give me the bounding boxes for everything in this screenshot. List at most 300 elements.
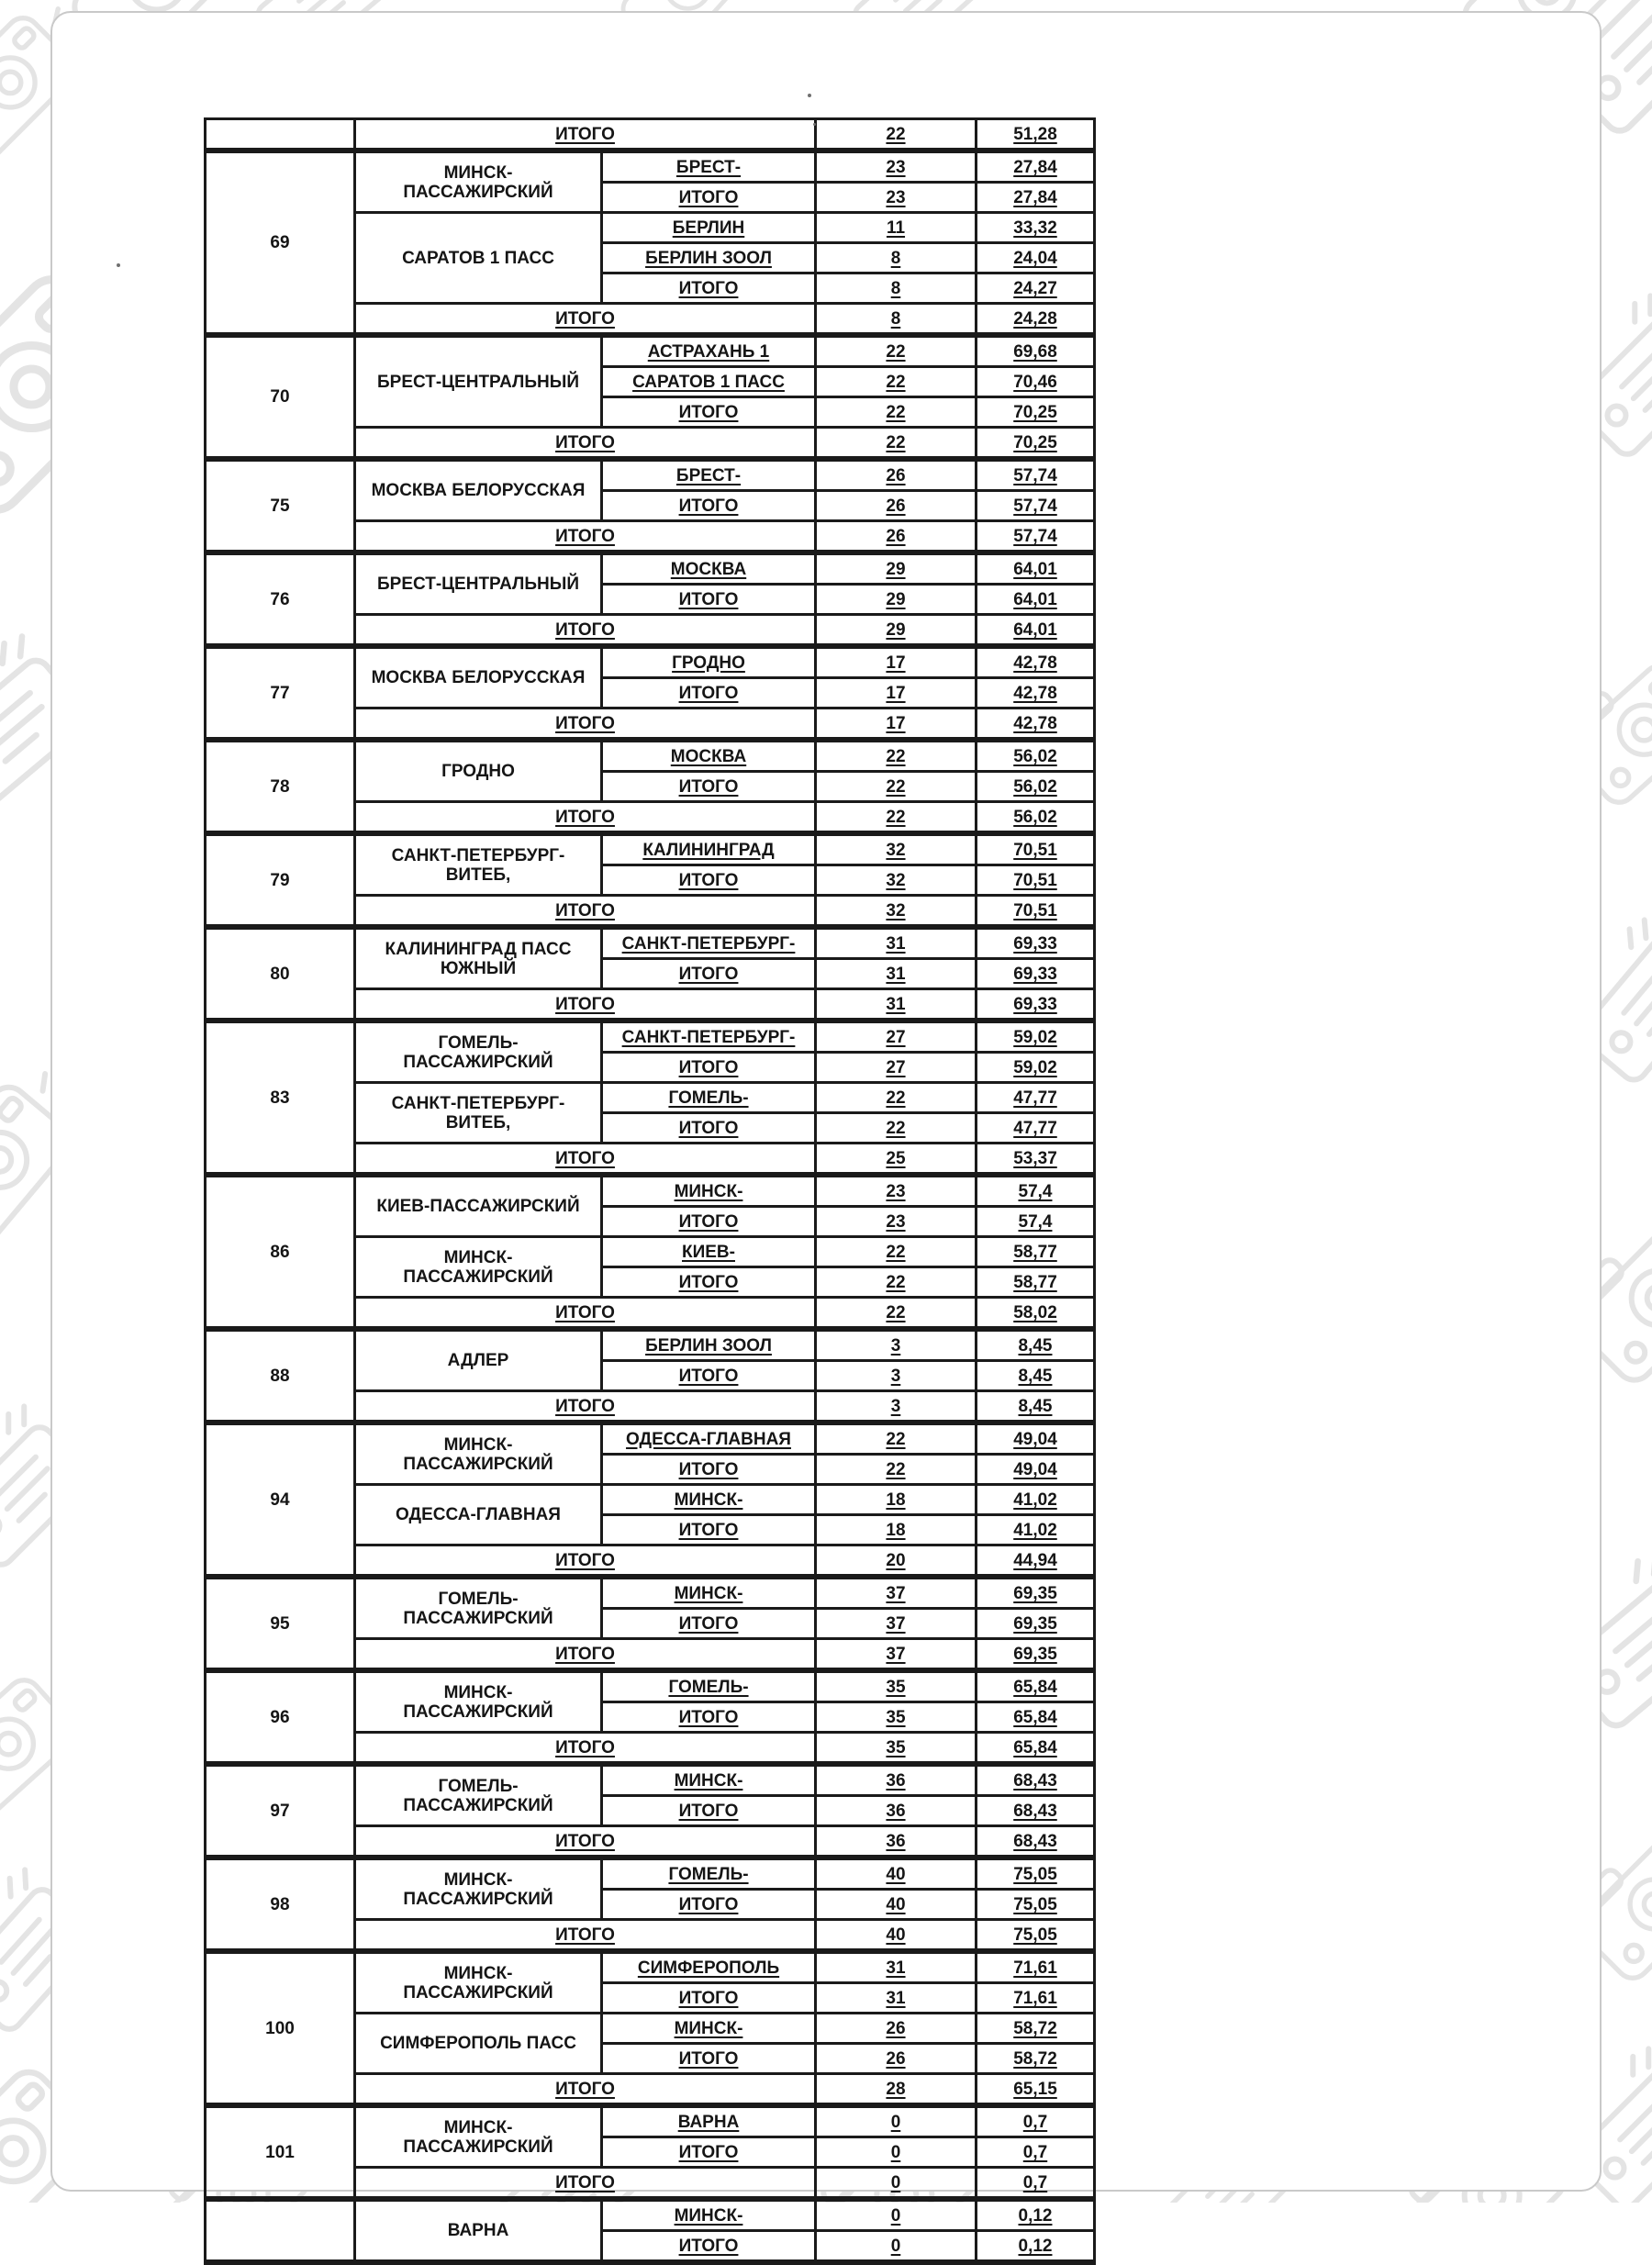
destination-station-text: ИТОГО bbox=[678, 1459, 739, 1479]
percent-text: 41,02 bbox=[1013, 1490, 1057, 1510]
trips-count-text: 22 bbox=[886, 1088, 906, 1108]
table-row bbox=[206, 335, 1095, 367]
destination-station-text: МИНСК- bbox=[674, 2018, 743, 2038]
destination-station-cell bbox=[602, 865, 816, 896]
destination-station-cell bbox=[602, 1329, 816, 1361]
block-total-count-text: 0 bbox=[890, 2172, 901, 2192]
trips-count-text: 40 bbox=[886, 1864, 906, 1884]
block-total-count-cell bbox=[816, 615, 977, 647]
block-total-percent-cell bbox=[977, 119, 1095, 151]
percent-text: 70,51 bbox=[1013, 840, 1057, 860]
percent-text: 69,33 bbox=[1013, 933, 1057, 954]
block-total-percent-cell bbox=[977, 2168, 1095, 2200]
destination-station-cell bbox=[602, 2199, 816, 2231]
trips-count-cell bbox=[816, 1983, 977, 2014]
block-total-percent-cell bbox=[977, 1391, 1095, 1423]
percent-text: 57,4 bbox=[1018, 1211, 1053, 1232]
train-number-cell: 95 bbox=[206, 1577, 355, 1670]
percent-cell bbox=[977, 1361, 1095, 1391]
destination-station-cell bbox=[602, 1890, 816, 1920]
destination-station-cell bbox=[602, 491, 816, 521]
origin-station-line: КИЕВ-ПАССАЖИРСКИЙ bbox=[376, 1197, 580, 1216]
trips-count-text: 26 bbox=[886, 496, 906, 516]
percent-cell bbox=[977, 1053, 1095, 1083]
origin-station-line: ВИТЕБ, bbox=[445, 1112, 511, 1132]
block-total-label-cell bbox=[355, 615, 816, 647]
block-total-percent-cell bbox=[977, 1920, 1095, 1952]
origin-station-line: ПАССАЖИРСКИЙ bbox=[403, 1608, 553, 1628]
train-number-cell: 76 bbox=[206, 552, 355, 646]
destination-station-cell bbox=[602, 585, 816, 615]
destination-station-text: МИНСК- bbox=[674, 1583, 743, 1603]
destination-station-text: КИЕВ- bbox=[682, 1242, 735, 1262]
trips-count-text: 0 bbox=[890, 2236, 901, 2256]
block-total-count-text: 29 bbox=[886, 619, 906, 640]
origin-station-cell bbox=[355, 1423, 602, 1485]
percent-text: 69,35 bbox=[1013, 1583, 1057, 1603]
origin-station-cell bbox=[355, 151, 602, 213]
percent-cell bbox=[977, 1267, 1095, 1298]
trips-count-cell bbox=[816, 335, 977, 367]
table-row bbox=[206, 1329, 1095, 1361]
trips-count-cell bbox=[816, 1021, 977, 1053]
block-total-label-cell bbox=[355, 1391, 816, 1423]
block-total-label: ИТОГО bbox=[555, 619, 615, 640]
block-total-count-text: 22 bbox=[886, 124, 906, 144]
block-total-percent-cell bbox=[977, 1639, 1095, 1671]
trips-count-text: 29 bbox=[886, 589, 906, 609]
train-number-cell: 78 bbox=[206, 740, 355, 833]
destination-station-text: ИТОГО bbox=[678, 1366, 739, 1386]
origin-station-cell bbox=[355, 2014, 602, 2074]
block-total-label-cell bbox=[355, 989, 816, 1021]
destination-station-cell bbox=[602, 367, 816, 397]
block-total-count-text: 37 bbox=[886, 1644, 906, 1664]
percent-text: 47,77 bbox=[1013, 1088, 1057, 1108]
block-total-count-text: 22 bbox=[886, 432, 906, 452]
destination-station-text: ИТОГО bbox=[678, 1894, 739, 1914]
destination-station-cell bbox=[602, 552, 816, 585]
block-total-count-text: 22 bbox=[886, 807, 906, 827]
percent-cell bbox=[977, 2044, 1095, 2074]
trips-count-text: 35 bbox=[886, 1677, 906, 1697]
block-total-label: ИТОГО bbox=[555, 1148, 615, 1168]
trips-count-text: 11 bbox=[886, 218, 906, 238]
train-number-cell: 77 bbox=[206, 646, 355, 740]
block-total-count-cell bbox=[816, 1545, 977, 1578]
origin-station-line: МИНСК- bbox=[443, 2117, 513, 2137]
destination-station-text: ГРОДНО bbox=[672, 653, 745, 673]
origin-station-cell bbox=[355, 1858, 602, 1920]
trips-count-text: 31 bbox=[886, 1958, 906, 1978]
trips-count-text: 22 bbox=[886, 1272, 906, 1292]
block-total-count-cell bbox=[816, 428, 977, 460]
block-total-label-cell bbox=[355, 304, 816, 336]
block-total-percent-text: 42,78 bbox=[1013, 713, 1057, 733]
trips-count-cell bbox=[816, 1053, 977, 1083]
table-row bbox=[206, 833, 1095, 865]
trips-count-cell bbox=[816, 1702, 977, 1733]
origin-station-cell bbox=[355, 1764, 602, 1826]
destination-station-text: ИТОГО bbox=[678, 870, 739, 890]
trips-count-text: 22 bbox=[886, 402, 906, 422]
scan-speck bbox=[808, 94, 811, 97]
percent-cell bbox=[977, 678, 1095, 709]
destination-station-cell bbox=[602, 1702, 816, 1733]
percent-text: 56,02 bbox=[1013, 746, 1057, 766]
percent-text: 8,45 bbox=[1018, 1335, 1053, 1356]
trips-count-text: 26 bbox=[886, 2048, 906, 2069]
trips-count-cell bbox=[816, 2231, 977, 2263]
destination-station-text: ИТОГО bbox=[678, 589, 739, 609]
destination-station-cell bbox=[602, 1455, 816, 1485]
trips-count-cell bbox=[816, 772, 977, 802]
origin-station-cell bbox=[355, 1083, 602, 1144]
percent-cell bbox=[977, 1764, 1095, 1796]
block-total-count-cell bbox=[816, 304, 977, 336]
destination-station-text: МОСКВА bbox=[670, 559, 747, 579]
percent-cell bbox=[977, 243, 1095, 273]
percent-cell bbox=[977, 1237, 1095, 1267]
origin-station-line: БРЕСТ-ЦЕНТРАЛЬНЫЙ bbox=[377, 372, 579, 392]
train-number-cell: 86 bbox=[206, 1175, 355, 1329]
destination-station-cell bbox=[602, 397, 816, 428]
percent-cell bbox=[977, 397, 1095, 428]
destination-station-cell bbox=[602, 1021, 816, 1053]
destination-station-cell bbox=[602, 678, 816, 709]
trips-count-cell bbox=[816, 459, 977, 491]
percent-text: 70,46 bbox=[1013, 372, 1057, 392]
block-total-percent-text: 57,74 bbox=[1013, 526, 1057, 546]
origin-station-cell bbox=[355, 740, 602, 802]
origin-station-cell bbox=[355, 1951, 602, 2014]
destination-station-text: ОДЕССА-ГЛАВНАЯ bbox=[626, 1429, 791, 1449]
destination-station-cell bbox=[602, 1951, 816, 1983]
trips-count-text: 36 bbox=[886, 1770, 906, 1791]
destination-station-text: ИТОГО bbox=[678, 2048, 739, 2069]
destination-station-cell bbox=[602, 2044, 816, 2074]
destination-station-text: АСТРАХАНЬ 1 bbox=[647, 341, 770, 362]
trips-count-text: 27 bbox=[886, 1027, 906, 1047]
trips-count-text: 37 bbox=[886, 1613, 906, 1634]
block-total-percent-cell bbox=[977, 428, 1095, 460]
percent-text: 41,02 bbox=[1013, 1520, 1057, 1540]
trips-count-text: 22 bbox=[886, 1429, 906, 1449]
trips-count-cell bbox=[816, 1670, 977, 1702]
table-row bbox=[206, 459, 1095, 491]
percent-text: 70,25 bbox=[1013, 402, 1057, 422]
trips-count-cell bbox=[816, 367, 977, 397]
block-total-count-cell bbox=[816, 1639, 977, 1671]
percent-cell bbox=[977, 459, 1095, 491]
percent-text: 58,77 bbox=[1013, 1272, 1057, 1292]
block-total-percent-text: 56,02 bbox=[1013, 807, 1057, 827]
destination-station-cell bbox=[602, 1764, 816, 1796]
block-total-percent-text: 68,43 bbox=[1013, 1831, 1057, 1851]
percent-text: 24,27 bbox=[1013, 278, 1057, 298]
destination-station-text: БЕРЛИН ЗООЛ bbox=[645, 1335, 772, 1356]
block-total-count-cell bbox=[816, 2074, 977, 2106]
percent-cell bbox=[977, 1423, 1095, 1455]
destination-station-cell bbox=[602, 959, 816, 989]
destination-station-text: ГОМЕЛЬ- bbox=[668, 1864, 749, 1884]
percent-text: 71,61 bbox=[1013, 1988, 1057, 2008]
destination-station-cell bbox=[602, 927, 816, 959]
document-page bbox=[50, 11, 1602, 2256]
table-row bbox=[206, 1175, 1095, 1207]
trips-count-cell bbox=[816, 1175, 977, 1207]
origin-station-line: ЮЖНЫЙ bbox=[440, 958, 517, 978]
percent-text: 27,84 bbox=[1013, 157, 1057, 177]
block-total-percent-cell bbox=[977, 2074, 1095, 2106]
trips-count-text: 32 bbox=[886, 870, 906, 890]
percent-cell bbox=[977, 1796, 1095, 1826]
trips-count-text: 40 bbox=[886, 1894, 906, 1914]
origin-station-cell bbox=[355, 1021, 602, 1083]
trips-count-cell bbox=[816, 1237, 977, 1267]
train-number-cell: 83 bbox=[206, 1021, 355, 1175]
trips-count-cell bbox=[816, 1267, 977, 1298]
trips-count-cell bbox=[816, 585, 977, 615]
percent-text: 59,02 bbox=[1013, 1057, 1057, 1077]
percent-cell bbox=[977, 865, 1095, 896]
train-number-cell: 94 bbox=[206, 1423, 355, 1577]
destination-station-text: ИТОГО bbox=[678, 964, 739, 984]
origin-station-line: МОСКВА БЕЛОРУССКАЯ bbox=[371, 668, 586, 687]
destination-station-text: КАЛИНИНГРАД bbox=[642, 840, 775, 860]
block-total-count-cell bbox=[816, 521, 977, 553]
trips-count-cell bbox=[816, 1890, 977, 1920]
train-number-cell: 96 bbox=[206, 1670, 355, 1764]
table-row bbox=[206, 646, 1095, 678]
percent-text: 47,77 bbox=[1013, 1118, 1057, 1138]
block-total-label-cell bbox=[355, 1545, 816, 1578]
trips-count-text: 22 bbox=[886, 1459, 906, 1479]
block-total-percent-text: 24,28 bbox=[1013, 308, 1057, 329]
block-total-count-text: 35 bbox=[886, 1737, 906, 1757]
block-total-label-cell bbox=[355, 428, 816, 460]
block-total-label: ИТОГО bbox=[555, 807, 615, 827]
block-total-count-text: 3 bbox=[890, 1396, 901, 1416]
trips-count-text: 26 bbox=[886, 465, 906, 485]
destination-station-text: МИНСК- bbox=[674, 1770, 743, 1791]
trips-count-text: 22 bbox=[886, 372, 906, 392]
destination-station-cell bbox=[602, 213, 816, 243]
block-total-percent-text: 8,45 bbox=[1018, 1396, 1053, 1416]
percent-text: 42,78 bbox=[1013, 683, 1057, 703]
block-total-label-cell bbox=[355, 1639, 816, 1671]
trips-count-text: 26 bbox=[886, 2018, 906, 2038]
percent-cell bbox=[977, 646, 1095, 678]
table-row bbox=[206, 119, 1095, 151]
block-total-label: ИТОГО bbox=[555, 1550, 615, 1570]
percent-cell bbox=[977, 772, 1095, 802]
percent-cell bbox=[977, 833, 1095, 865]
table-row bbox=[206, 1423, 1095, 1455]
percent-text: 57,74 bbox=[1013, 465, 1057, 485]
block-total-percent-cell bbox=[977, 1826, 1095, 1858]
trips-count-cell bbox=[816, 1515, 977, 1545]
destination-station-cell bbox=[602, 459, 816, 491]
origin-station-line: ГОМЕЛЬ- bbox=[438, 1589, 519, 1609]
origin-station-cell bbox=[355, 335, 602, 428]
percent-cell bbox=[977, 1207, 1095, 1237]
origin-station-line: МИНСК- bbox=[443, 1247, 513, 1267]
scan-speck bbox=[117, 263, 120, 267]
percent-text: 33,32 bbox=[1013, 218, 1057, 238]
origin-station-cell bbox=[355, 927, 602, 989]
block-total-label: ИТОГО bbox=[555, 124, 615, 144]
block-total-percent-text: 53,37 bbox=[1013, 1148, 1057, 1168]
destination-station-text: БРЕСТ- bbox=[675, 465, 742, 485]
trips-count-cell bbox=[816, 1764, 977, 1796]
trips-count-cell bbox=[816, 1609, 977, 1639]
destination-station-text: ИТОГО bbox=[678, 2236, 739, 2256]
trips-count-text: 0 bbox=[890, 2112, 901, 2132]
origin-station-line: ПАССАЖИРСКИЙ bbox=[403, 1982, 553, 2003]
train-number-cell: 100 bbox=[206, 1951, 355, 2105]
destination-station-text: ИТОГО bbox=[678, 2142, 739, 2162]
block-total-label-cell bbox=[355, 119, 816, 151]
destination-station-cell bbox=[602, 1175, 816, 1207]
percent-text: 58,72 bbox=[1013, 2048, 1057, 2069]
percent-cell bbox=[977, 959, 1095, 989]
destination-station-cell bbox=[602, 273, 816, 304]
table-row bbox=[206, 1858, 1095, 1890]
block-total-label: ИТОГО bbox=[555, 1925, 615, 1945]
trips-count-text: 0 bbox=[890, 2142, 901, 2162]
trips-count-cell bbox=[816, 646, 977, 678]
percent-text: 8,45 bbox=[1018, 1366, 1053, 1386]
table-row bbox=[206, 927, 1095, 959]
origin-station-cell bbox=[355, 1577, 602, 1639]
destination-station-text: МИНСК- bbox=[674, 2205, 743, 2226]
percent-text: 69,68 bbox=[1013, 341, 1057, 362]
scan-speck bbox=[813, 123, 816, 126]
origin-station-line: БРЕСТ-ЦЕНТРАЛЬНЫЙ bbox=[377, 575, 579, 594]
destination-station-cell bbox=[602, 1053, 816, 1083]
table-row bbox=[206, 552, 1095, 585]
block-total-percent-cell bbox=[977, 896, 1095, 928]
train-number-cell: 75 bbox=[206, 459, 355, 552]
trips-count-text: 17 bbox=[886, 683, 906, 703]
percent-text: 68,43 bbox=[1013, 1770, 1057, 1791]
trips-count-text: 29 bbox=[886, 559, 906, 579]
percent-cell bbox=[977, 1329, 1095, 1361]
block-total-percent-cell bbox=[977, 521, 1095, 553]
block-total-percent-cell bbox=[977, 304, 1095, 336]
origin-station-line: ПАССАЖИРСКИЙ bbox=[403, 1454, 553, 1474]
block-total-count-cell bbox=[816, 1733, 977, 1765]
trips-count-cell bbox=[816, 273, 977, 304]
origin-station-line: ГОМЕЛЬ- bbox=[438, 1776, 519, 1796]
percent-cell bbox=[977, 1983, 1095, 2014]
block-total-percent-cell bbox=[977, 989, 1095, 1021]
trips-count-cell bbox=[816, 151, 977, 183]
trips-count-cell bbox=[816, 397, 977, 428]
destination-station-cell bbox=[602, 243, 816, 273]
block-total-label: ИТОГО bbox=[555, 994, 615, 1014]
trips-count-cell bbox=[816, 552, 977, 585]
destination-station-text: САНКТ-ПЕТЕРБУРГ- bbox=[621, 933, 796, 954]
train-number-cell bbox=[206, 2199, 355, 2262]
table-row bbox=[206, 1021, 1095, 1053]
destination-station-text: ИТОГО bbox=[678, 1211, 739, 1232]
percent-cell bbox=[977, 1670, 1095, 1702]
percent-text: 0,12 bbox=[1018, 2205, 1053, 2226]
origin-station-line: МОСКВА БЕЛОРУССКАЯ bbox=[371, 481, 586, 500]
destination-station-cell bbox=[602, 1485, 816, 1515]
origin-station-line: ГРОДНО bbox=[441, 762, 515, 781]
train-number-cell: 101 bbox=[206, 2105, 355, 2199]
percent-cell bbox=[977, 2105, 1095, 2137]
block-total-label-cell bbox=[355, 2168, 816, 2200]
block-total-percent-text: 0,7 bbox=[1022, 2172, 1048, 2192]
destination-station-cell bbox=[602, 1113, 816, 1144]
report-table bbox=[204, 117, 1096, 2265]
block-total-label-cell bbox=[355, 1733, 816, 1765]
block-total-count-text: 25 bbox=[886, 1148, 906, 1168]
percent-cell bbox=[977, 1113, 1095, 1144]
trips-count-cell bbox=[816, 959, 977, 989]
destination-station-cell bbox=[602, 151, 816, 183]
destination-station-cell bbox=[602, 1609, 816, 1639]
origin-station-cell bbox=[355, 1329, 602, 1391]
origin-station-line: САРАТОВ 1 ПАСС bbox=[402, 248, 554, 268]
trips-count-text: 32 bbox=[886, 840, 906, 860]
block-total-percent-text: 69,35 bbox=[1013, 1644, 1057, 1664]
block-total-label-cell bbox=[355, 1144, 816, 1176]
percent-cell bbox=[977, 1577, 1095, 1609]
origin-station-line: ВИТЕБ, bbox=[445, 865, 511, 885]
trips-count-text: 8 bbox=[890, 278, 901, 298]
trips-count-text: 18 bbox=[886, 1520, 906, 1540]
destination-station-text: ГОМЕЛЬ- bbox=[668, 1677, 749, 1697]
block-total-percent-text: 44,94 bbox=[1013, 1550, 1057, 1570]
percent-text: 58,72 bbox=[1013, 2018, 1057, 2038]
percent-cell bbox=[977, 213, 1095, 243]
percent-text: 49,04 bbox=[1013, 1459, 1057, 1479]
block-total-label: ИТОГО bbox=[555, 1302, 615, 1322]
block-total-count-cell bbox=[816, 896, 977, 928]
percent-cell bbox=[977, 1702, 1095, 1733]
percent-text: 0,12 bbox=[1018, 2236, 1053, 2256]
destination-station-text: ИТОГО bbox=[678, 1118, 739, 1138]
trips-count-text: 23 bbox=[886, 1211, 906, 1232]
percent-text: 0,7 bbox=[1022, 2112, 1048, 2132]
percent-cell bbox=[977, 1609, 1095, 1639]
block-total-count-cell bbox=[816, 1144, 977, 1176]
block-total-label-cell bbox=[355, 2074, 816, 2106]
trips-count-cell bbox=[816, 1329, 977, 1361]
block-total-count-text: 20 bbox=[886, 1550, 906, 1570]
destination-station-text: МИНСК- bbox=[674, 1181, 743, 1201]
block-total-label: ИТОГО bbox=[555, 432, 615, 452]
trips-count-text: 8 bbox=[890, 248, 901, 268]
block-total-label-cell bbox=[355, 709, 816, 741]
trips-count-text: 31 bbox=[886, 933, 906, 954]
destination-station-cell bbox=[602, 646, 816, 678]
origin-station-cell bbox=[355, 213, 602, 304]
block-total-count-text: 22 bbox=[886, 1302, 906, 1322]
trips-count-text: 31 bbox=[886, 1988, 906, 2008]
block-total-count-cell bbox=[816, 2168, 977, 2200]
block-total-count-cell bbox=[816, 1826, 977, 1858]
trips-count-text: 22 bbox=[886, 341, 906, 362]
origin-station-line: МИНСК- bbox=[443, 162, 513, 183]
destination-station-text: ИТОГО bbox=[678, 1801, 739, 1821]
trips-count-cell bbox=[816, 2199, 977, 2231]
